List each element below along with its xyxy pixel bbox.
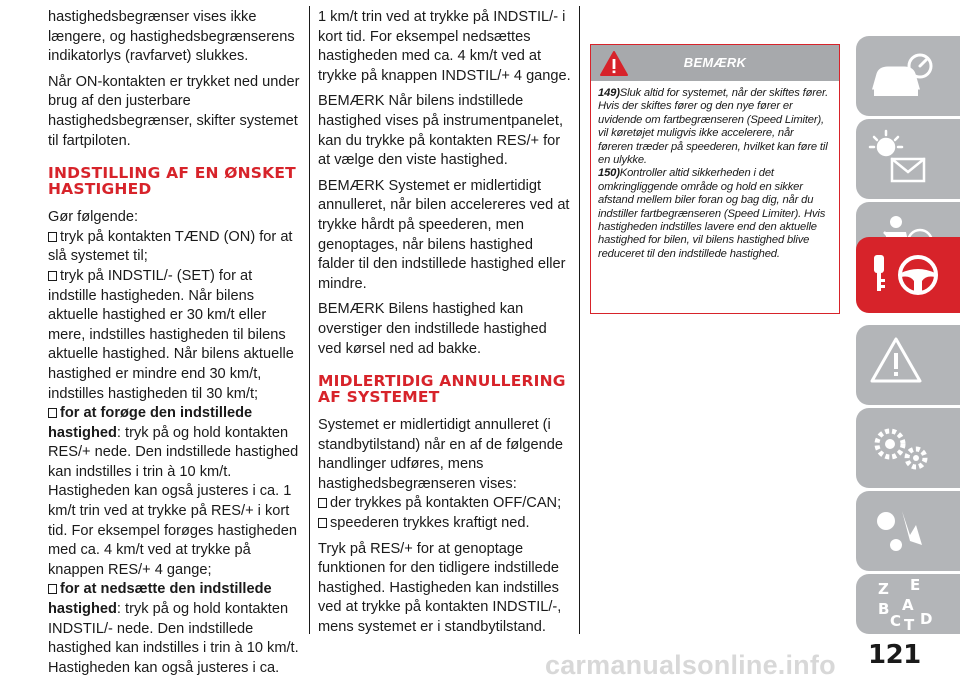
checkbox-bullet-icon bbox=[48, 271, 57, 281]
paragraph: 1 km/t trin ved at trykke på INDSTIL/- i kort tid. For eksempel nedsættes hastigheden med ca. 4 km/t ved at trykke på knappen INDSTIL/+ 4 gange. bbox=[318, 9, 571, 84]
note-header bbox=[591, 45, 839, 81]
index-letter: E bbox=[910, 576, 921, 594]
paragraph: Når ON-kontakten er trykket ned under brug af den justerbare hastighedsbegrænser, skifter systemet til fartpiloten. bbox=[48, 73, 300, 149]
warning-lights-message-icon bbox=[856, 119, 960, 199]
tab-technical-data[interactable] bbox=[856, 491, 960, 571]
car-dashboard-icon bbox=[856, 36, 960, 116]
note-body bbox=[591, 81, 839, 261]
page-number: 121 bbox=[868, 640, 921, 670]
checkbox-bullet-icon bbox=[318, 498, 327, 508]
checkbox-bullet-icon bbox=[318, 518, 327, 528]
maintenance-gears-icon bbox=[856, 408, 960, 488]
paragraph: hastighedsbegrænser vises ikke længere, og hastighedsbegrænserens indikatorlys (ravfarvet) slukkes. bbox=[48, 9, 295, 65]
text-column-middle bbox=[318, 8, 572, 638]
tab-maintenance[interactable] bbox=[856, 408, 960, 488]
paragraph: BEMÆRK Systemet er midlertidigt annulleret, når bilen accelereres ved at trykke hårdt på speederen, men genoptages, når bilens hastighed falder til den indstillede hastighed eller mindre. bbox=[318, 177, 570, 292]
list-item: for at forøge den indstillede hastighed: tryk på og hold kontakten RES/+ nede. Den indstillede hastighed kan indstilles i trin à 10 km/t. Hastigheden kan også justeres i ca. 1 km/t trin ved at trykke på RES/+ i kort tid. For eksempel forøges hastigheden med ca. 4 km/t ved at trykke på knappen RES/+ 4 gange; bbox=[48, 405, 299, 578]
checkbox-bullet-icon bbox=[48, 232, 57, 242]
key-steering-wheel-icon bbox=[856, 237, 960, 313]
paragraph: BEMÆRK Bilens hastighed kan overstiger den indstillede hastighed ved kørsel ned ad bakke. bbox=[318, 301, 547, 357]
index-letter: Z bbox=[878, 580, 889, 598]
list-item: for at nedsætte den indstillede hastighed: tryk på og hold kontakten INDSTIL/- nede. Den indstillede hastighed kan indstilles i trin à 10 km/t. Hastigheden kan også justeres i ca. bbox=[48, 581, 299, 676]
index-letter: B bbox=[878, 600, 890, 618]
paragraph: Gør følgende: bbox=[48, 209, 139, 226]
breakdown-warning-triangle-icon bbox=[856, 325, 960, 405]
tab-emergency[interactable] bbox=[856, 325, 960, 405]
technical-data-icon bbox=[856, 491, 960, 571]
checkbox-bullet-icon bbox=[48, 584, 57, 594]
note-item: 150)Kontroller altid sikkerheden i det omkringliggende område og hold en sikker afstand mellem biler foran og bag dig, når du indstiller fartbegrænseren (Speed Limiter). Hvis hastigheden indstilles lavere end den aktuelle hastighed for bilen, vil bilens hastighed blive reduceret til den indstillede hastighed. bbox=[598, 167, 826, 260]
paragraph: Systemet er midlertidigt annulleret (i standbytilstand) når en af de følgende handlinger udføres, mens hastighedsbegrænseren vises: bbox=[318, 417, 564, 492]
paragraph: Tryk på RES/+ for at genoptage funktionen for den tidligere indstillede hastighed. Hastigheden kan indstilles ved at trykke på kontakten INDSTIL/-, mens systemet er i standbytilstand. bbox=[318, 540, 562, 636]
tab-car-dashboard[interactable] bbox=[856, 36, 960, 116]
list-item: tryk på kontakten TÆND (ON) for at slå systemet til; bbox=[48, 228, 293, 265]
index-letter: C bbox=[890, 612, 902, 630]
watermark: carmanualsonline.info bbox=[545, 650, 836, 678]
tab-starting-driving[interactable] bbox=[856, 237, 960, 313]
tab-index[interactable] bbox=[856, 574, 960, 634]
section-heading: INDSTILLING AF EN ØNSKET HASTIGHED bbox=[48, 164, 296, 199]
text-column-left bbox=[48, 8, 300, 678]
alphabetical-index-icon bbox=[856, 574, 960, 634]
column-divider bbox=[309, 6, 310, 634]
paragraph: BEMÆRK Når bilens indstillede hastighed vises på instrumentpanelet, kan du trykke på kontakten RES/+ for at vælge den viste hastighed. bbox=[318, 93, 564, 169]
note-title: BEMÆRK bbox=[683, 55, 747, 70]
column-divider bbox=[579, 6, 580, 634]
checkbox-bullet-icon bbox=[48, 408, 57, 418]
list-item: der trykkes på kontakten OFF/CAN; bbox=[318, 494, 572, 514]
index-letter: D bbox=[920, 610, 933, 628]
tab-warning-lights[interactable] bbox=[856, 119, 960, 199]
note-item: 149)Sluk altid for systemet, når der skiftes fører. Hvis der skiftes fører og den nye fører er uvidende om fartbegrænseren (Speed Limiter), vil køretøjet muligvis ikke accelerere, når føreren træder på speederen, hvilket kan føre til en ulykke. bbox=[598, 87, 829, 167]
warning-note-box bbox=[590, 44, 840, 314]
list-item: speederen trykkes kraftigt ned. bbox=[318, 514, 572, 534]
index-letter: A bbox=[902, 596, 914, 614]
list-item: tryk på INDSTIL/- (SET) for at indstille hastigheden. Når bilens aktuelle hastighed er 30 km/t eller mere, indstilles hastigheden til bilens aktuelle hastighed. Når bilens aktuelle hastighed er mindre end 30 km/t, indstilles hastigheden til 30 km/t; bbox=[48, 267, 294, 402]
index-letter: T bbox=[904, 616, 915, 634]
section-heading: MIDLERTIDIG ANNULLERING AF SYSTEMET bbox=[318, 372, 566, 407]
